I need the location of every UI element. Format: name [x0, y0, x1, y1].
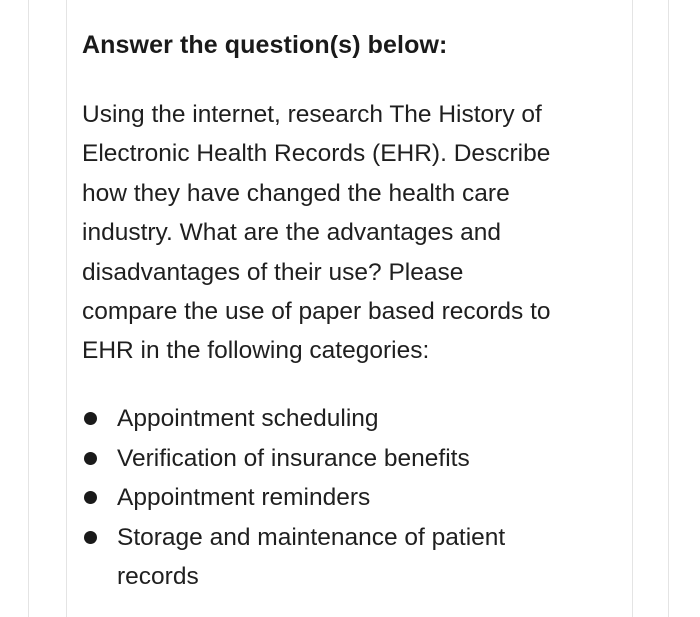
list-item-text: [117, 439, 627, 479]
question-line: industry. What are the advantages and: [82, 219, 502, 247]
card-border-right: [632, 0, 633, 617]
bullet-icon: [84, 491, 97, 504]
question-line: EHR in the following categories:: [82, 337, 430, 365]
question-line: Using the internet, research The History of: [82, 101, 542, 128]
bullet-icon: [84, 531, 97, 544]
list-item-line: Appointment reminders: [117, 484, 371, 511]
list-item-text: [117, 399, 627, 439]
list-item-text: [117, 478, 627, 518]
page-edge-right: [668, 0, 669, 617]
list-item-text: [117, 518, 627, 597]
bullet-icon: [84, 452, 97, 465]
question-text: [82, 95, 627, 371]
question-card: [67, 0, 632, 617]
list-item: [82, 518, 627, 597]
bullet-icon: [84, 412, 97, 425]
list-item: [82, 399, 627, 439]
list-item-line: Verification of insurance benefits: [117, 444, 470, 472]
list-item-line: Storage and maintenance of patient: [117, 523, 506, 551]
question-line: how they have changed the health care: [82, 179, 510, 207]
list-item: [82, 439, 627, 479]
category-list: [82, 399, 627, 597]
question-line: Electronic Health Records (EHR). Describe: [82, 140, 551, 168]
question-line: disadvantages of their use? Please: [82, 258, 464, 286]
list-item: [82, 478, 627, 518]
list-item-line: records: [117, 563, 199, 590]
section-heading: Answer the question(s) below:: [82, 31, 448, 59]
page-edge-left: [28, 0, 29, 617]
list-item-line: Appointment scheduling: [117, 405, 379, 432]
question-line: compare the use of paper based records to: [82, 298, 551, 326]
